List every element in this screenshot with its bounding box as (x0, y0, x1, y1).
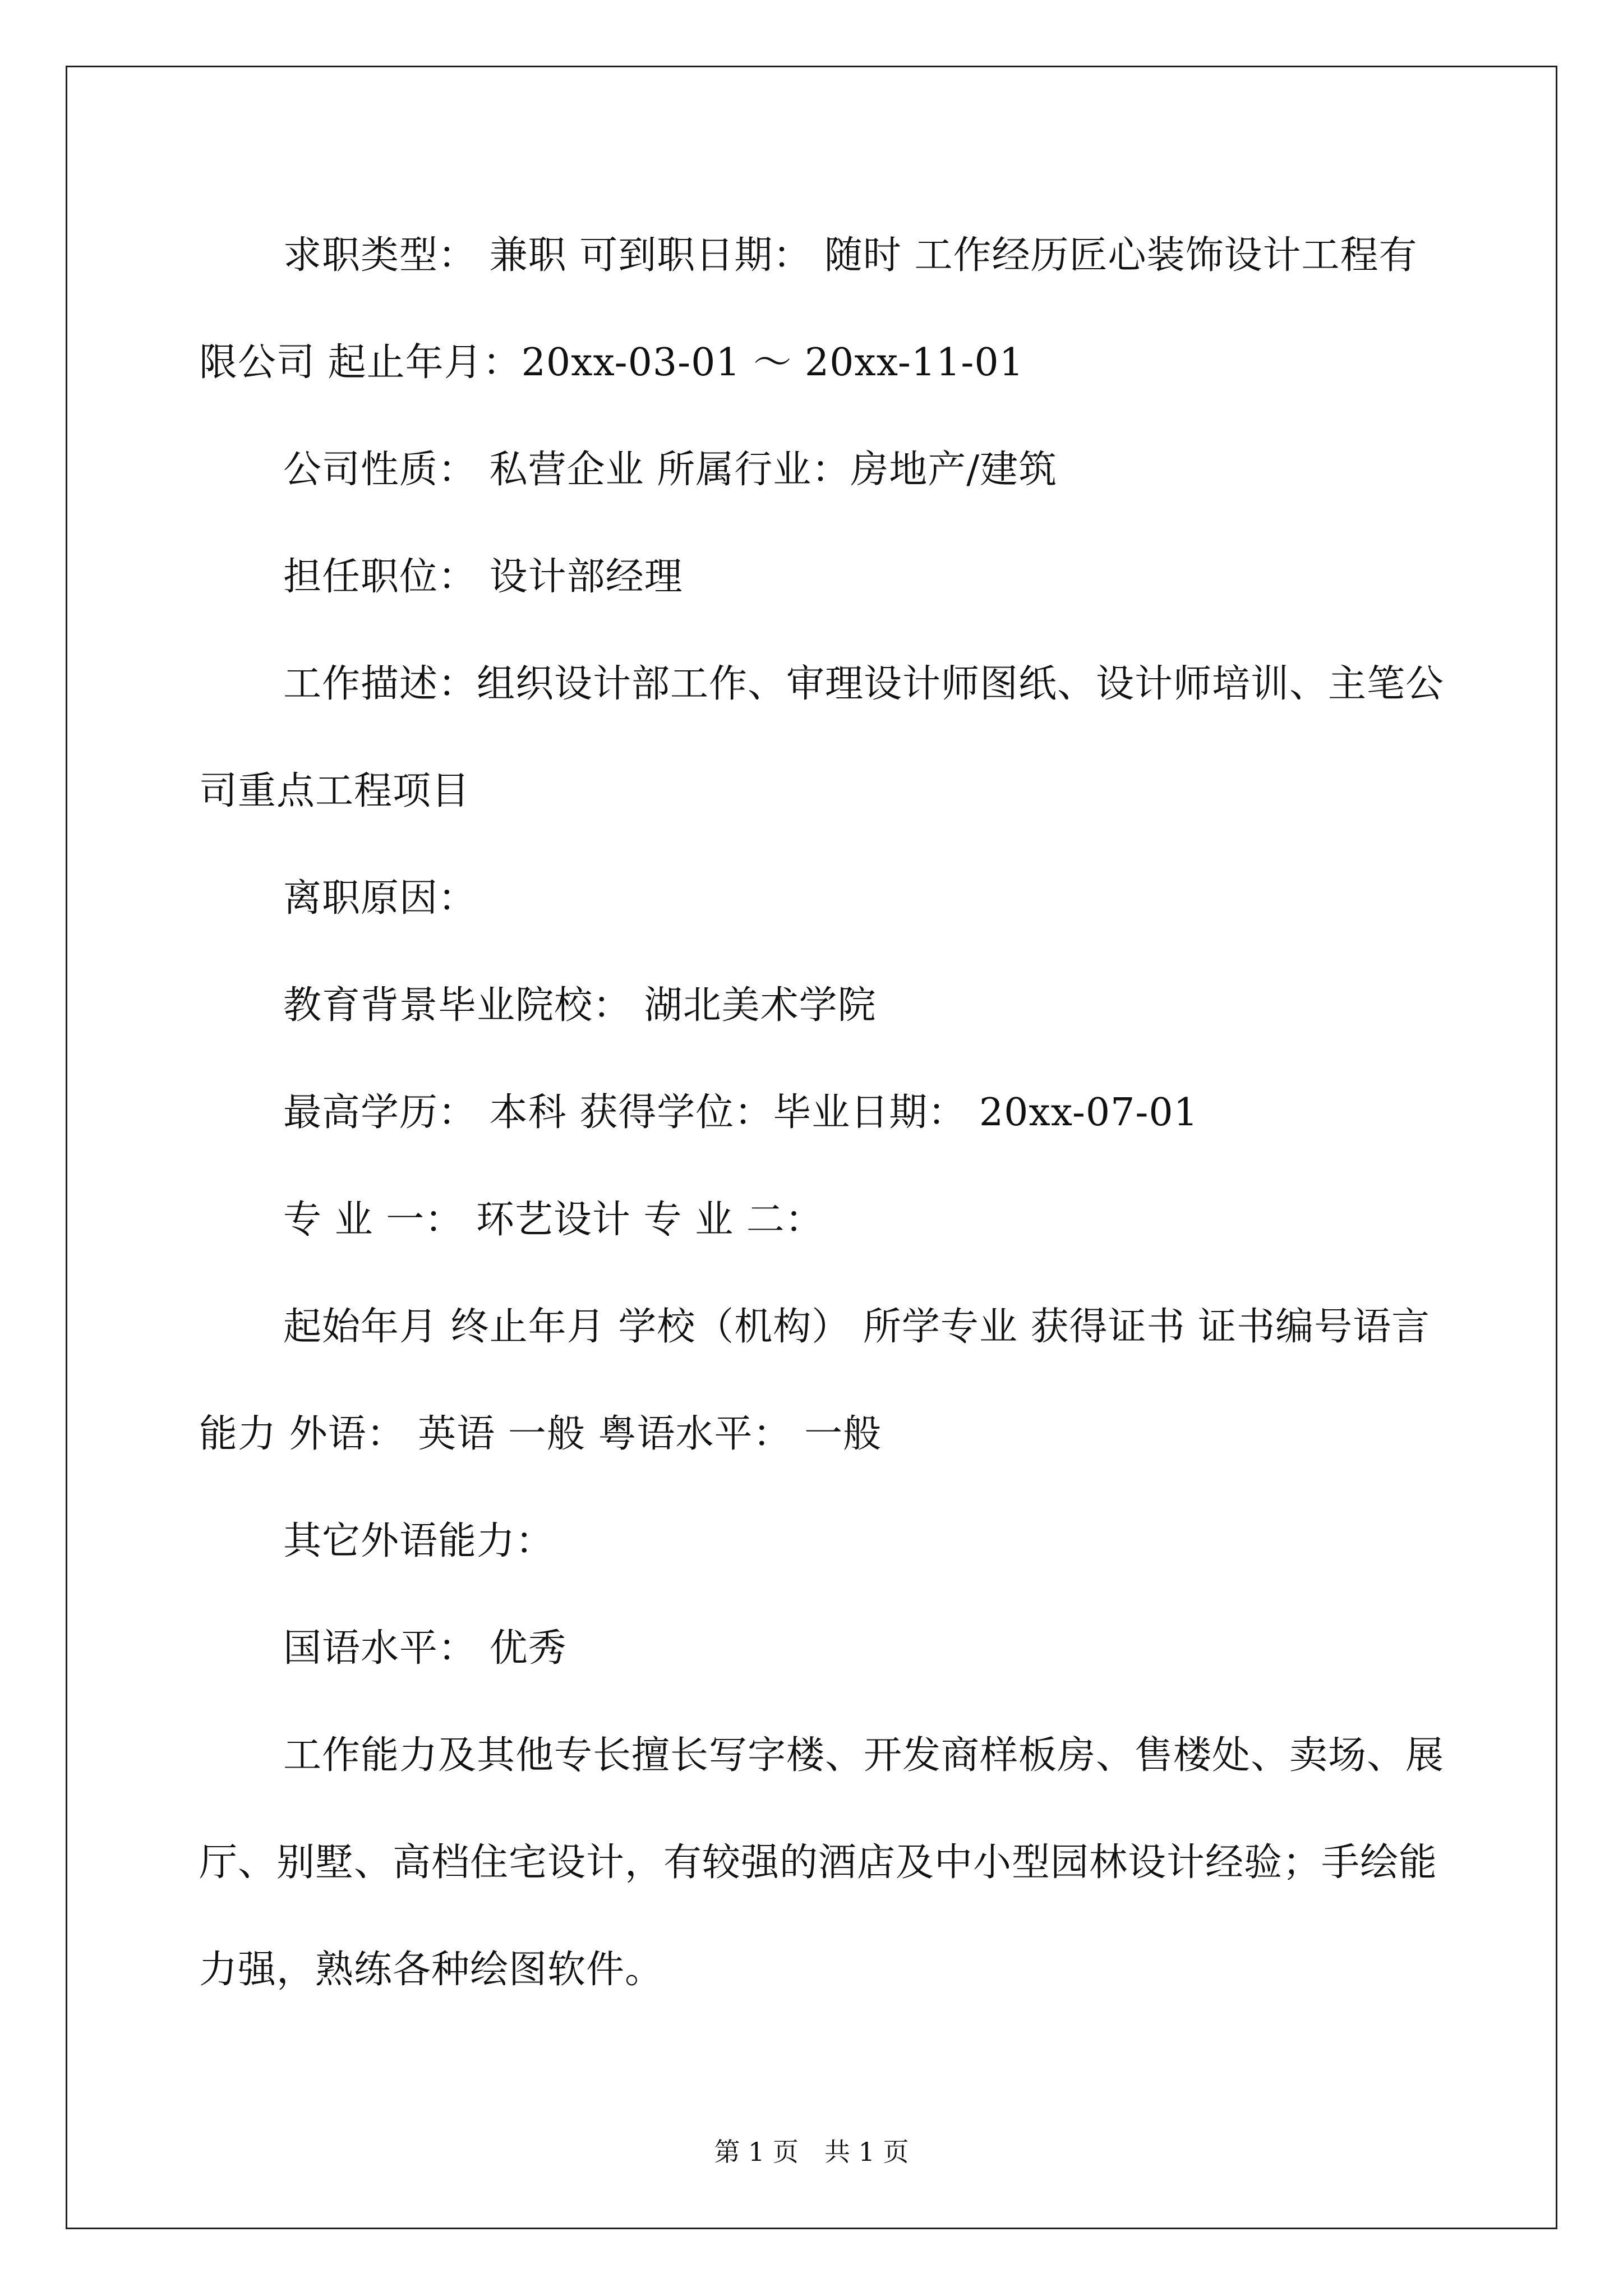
paragraph-training-language: 起始年月 终止年月 学校（机构） 所学专业 获得证书 证书编号语言能力 外语： 英语 一般 粤语水平： 一般 (199, 1305, 1431, 1456)
paragraph-position: 担任职位： 设计部经理 (283, 555, 683, 599)
page-number-footer: 第 1 页 共 1 页 (714, 2137, 909, 2167)
paragraph-leave-reason: 离职原因： (283, 876, 477, 921)
paragraph-degree: 最高学历： 本科 获得学位：毕业日期： 20xx-07-01 (283, 1091, 1198, 1135)
paragraph-job-type: 求职类型： 兼职 可到职日期： 随时 工作经历匠心装饰设计工程有限公司 起止年月：20xx-03-01 ～ 20xx-11-01 (199, 233, 1418, 385)
paragraph-major: 专 业 一： 环艺设计 专 业 二： (283, 1198, 824, 1242)
paragraph-mandarin: 国语水平： 优秀 (283, 1626, 567, 1671)
paragraph-company-nature: 公司性质： 私营企业 所属行业：房地产/建筑 (283, 448, 1058, 492)
paragraph-skills: 工作能力及其他专长擅长写字楼、开发商样板房、售楼处、卖场、展厅、别墅、高档住宅设计，有较强的酒店及中小型园林设计经验；手绘能力强，熟练各种绘图软件。 (199, 1733, 1445, 1992)
paragraph-education: 教育背景毕业院校： 湖北美术学院 (283, 983, 877, 1028)
paragraph-other-language: 其它外语能力： (283, 1519, 555, 1563)
document-body (199, 202, 1455, 2023)
paragraph-job-description: 工作描述：组织设计部工作、审理设计师图纸、设计师培训、主笔公司重点工程项目 (199, 662, 1445, 813)
